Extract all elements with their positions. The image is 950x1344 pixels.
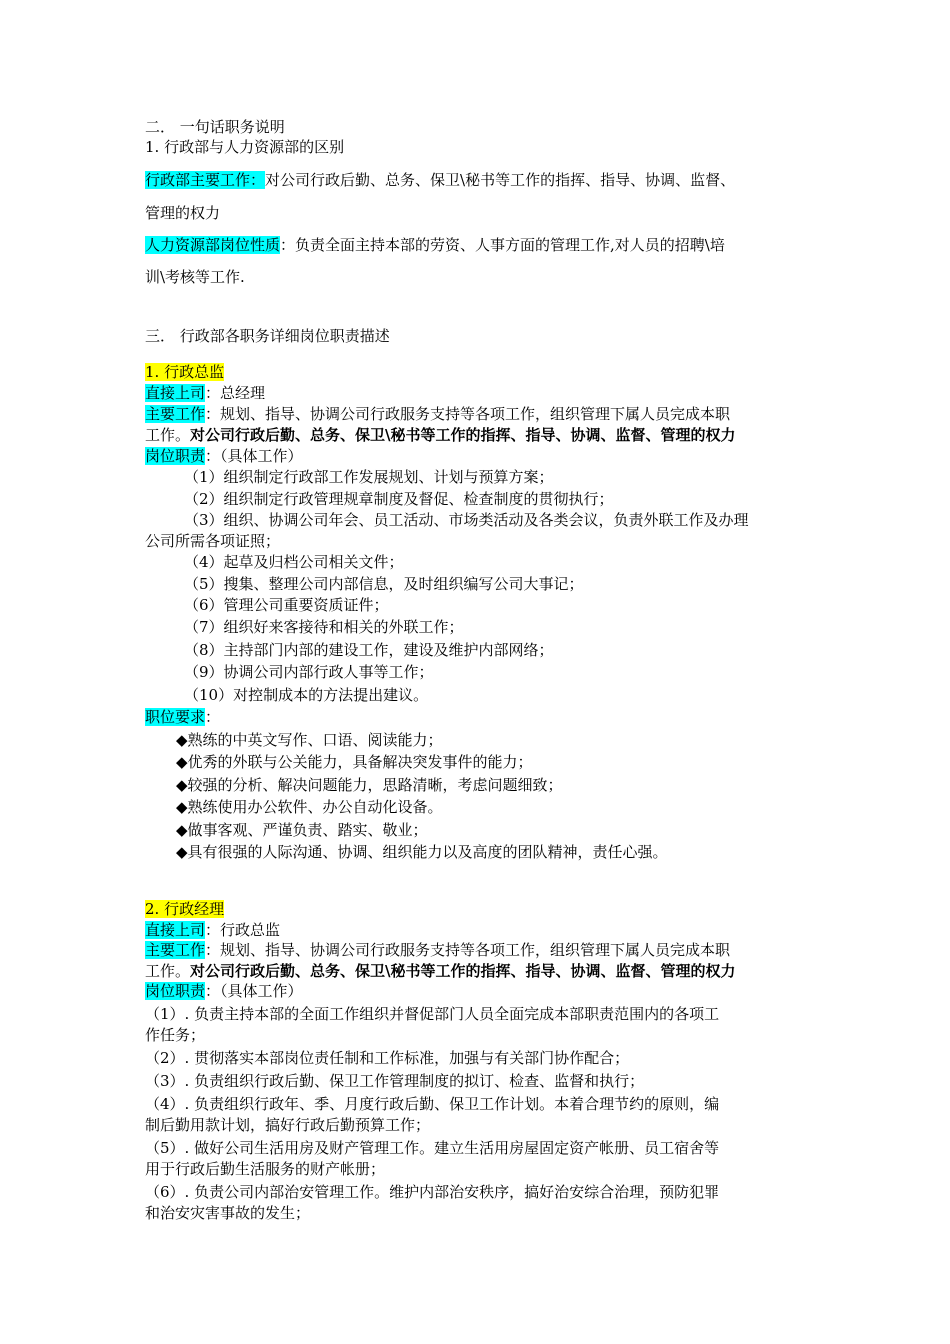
requirement-item: ◆优秀的外联与公关能力，具备解决突发事件的能力；	[176, 753, 533, 771]
label: 岗位职责	[145, 447, 206, 465]
requirements-header	[145, 706, 807, 727]
duty-item-cont: 用于行政后勤生活服务的财产帐册；	[145, 1160, 386, 1178]
duty-item: （2）. 贯彻落实本部岗位责任制和工作标准，加强与有关部门协作配合；	[145, 1049, 630, 1067]
duty-item: （5）搜集、整理公司内部信息，及时组织编写公司大事记；	[184, 575, 584, 593]
requirement-item: ◆做事客观、严谨负责、踏实、敬业；	[176, 821, 428, 839]
duty-header	[145, 445, 807, 466]
main-work-line	[145, 960, 807, 981]
label: 职位要求	[145, 708, 206, 726]
label: 主要工作	[145, 405, 206, 423]
duty-item: （8）主持部门内部的建设工作，建设及维护内部网络；	[184, 641, 554, 659]
duty-item: （6）管理公司重要资质证件；	[184, 596, 389, 614]
paragraph-line: 训\考核等工作.	[145, 268, 245, 286]
supervisor-line	[145, 382, 807, 403]
duty-item: （7）组织好来客接待和相关的外联工作；	[184, 618, 464, 636]
duty-item: （4）起草及归档公司相关文件；	[184, 553, 404, 571]
duty-item: （1）. 负责主持本部的全面工作组织并督促部门人员全面完成本部职责范围内的各项工	[145, 1005, 720, 1023]
main-work-line	[145, 424, 807, 445]
value: ：总经理	[205, 384, 266, 402]
duty-item: （9）协调公司内部行政人事等工作；	[184, 663, 434, 681]
duty-item: （10）对控制成本的方法提出建议。	[184, 686, 429, 704]
job-title-text: 2. 行政经理	[145, 900, 225, 918]
duty-item: （3）组织、协调公司年会、员工活动、市场类活动及各类会议，负责外联工作及办理	[184, 511, 749, 529]
duty-item-cont: 和治安灾害事故的发生；	[145, 1204, 311, 1222]
requirement-item: ◆较强的分析、解决问题能力，思路清晰，考虑问题细致；	[176, 776, 563, 794]
supervisor-line	[145, 919, 807, 940]
bold-text: 对公司行政后勤、总务、保卫\秘书等工作的指挥、指导、协调、监督、管理的权力	[190, 426, 736, 444]
section-heading: 三． 行政部各职务详细岗位职责描述	[145, 327, 390, 345]
main-work-line	[145, 403, 807, 424]
duty-item: （4）. 负责组织行政年、季、月度行政后勤、保卫工作计划。本着合理节约的原则，编	[145, 1095, 720, 1113]
paragraph-line	[145, 169, 807, 190]
text: 工作。	[145, 962, 191, 980]
duty-item-cont: 作任务；	[145, 1026, 206, 1044]
label: 直接上司	[145, 921, 206, 939]
highlight-label: 人力资源部岗位性质	[145, 236, 281, 254]
requirement-item: ◆具有很强的人际沟通、协调、组织能力以及高度的团队精神，责任心强。	[176, 843, 668, 861]
duty-header	[145, 980, 807, 1001]
value: ：	[205, 708, 221, 726]
text: 对公司行政后勤、总务、保卫\秘书等工作的指挥、指导、协调、监督、	[265, 171, 736, 189]
label: 主要工作	[145, 941, 206, 959]
main-work-line	[145, 939, 807, 960]
value: ：（具体工作）	[205, 982, 303, 1000]
job-title	[145, 361, 807, 382]
bold-text: 对公司行政后勤、总务、保卫\秘书等工作的指挥、指导、协调、监督、管理的权力	[190, 962, 736, 980]
text: ：负责全面主持本部的劳资、人事方面的管理工作,对人员的招聘\培	[280, 236, 725, 254]
value: ：行政总监	[205, 921, 281, 939]
label: 直接上司	[145, 384, 206, 402]
job-title	[145, 898, 807, 919]
label: 岗位职责	[145, 982, 206, 1000]
requirement-item: ◆熟练使用办公软件、办公自动化设备。	[176, 798, 443, 816]
highlight-label: 行政部主要工作：	[145, 171, 266, 189]
duty-item: （5）. 做好公司生活用房及财产管理工作。建立生活用房屋固定资产帐册、员工宿舍等	[145, 1139, 720, 1157]
value: ：规划、指导、协调公司行政服务支持等各项工作，组织管理下属人员完成本职	[205, 941, 731, 959]
duty-item-cont: 制后勤用款计划，搞好行政后勤预算工作；	[145, 1116, 431, 1134]
subheading: 1. 行政部与人力资源部的区别	[145, 138, 345, 156]
duty-item: （3）. 负责组织行政后勤、保卫工作管理制度的拟订、检查、监督和执行；	[145, 1072, 645, 1090]
value: ：（具体工作）	[205, 447, 303, 465]
requirement-item: ◆熟练的中英文写作、口语、阅读能力；	[176, 731, 443, 749]
text: 工作。	[145, 426, 191, 444]
value: ：规划、指导、协调公司行政服务支持等各项工作，组织管理下属人员完成本职	[205, 405, 731, 423]
paragraph-line	[145, 234, 807, 255]
section-heading: 二． 一句话职务说明	[145, 118, 285, 136]
paragraph-line: 管理的权力	[145, 204, 221, 222]
duty-item: （6）. 负责公司内部治安管理工作。维护内部治安秩序，搞好治安综合治理，预防犯罪	[145, 1183, 720, 1201]
duty-item-cont: 公司所需各项证照；	[145, 532, 281, 550]
duty-item: （2）组织制定行政管理规章制度及督促、检查制度的贯彻执行；	[184, 490, 614, 508]
duty-item: （1）组织制定行政部工作发展规划、计划与预算方案；	[184, 468, 554, 486]
job-title-text: 1. 行政总监	[145, 363, 225, 381]
